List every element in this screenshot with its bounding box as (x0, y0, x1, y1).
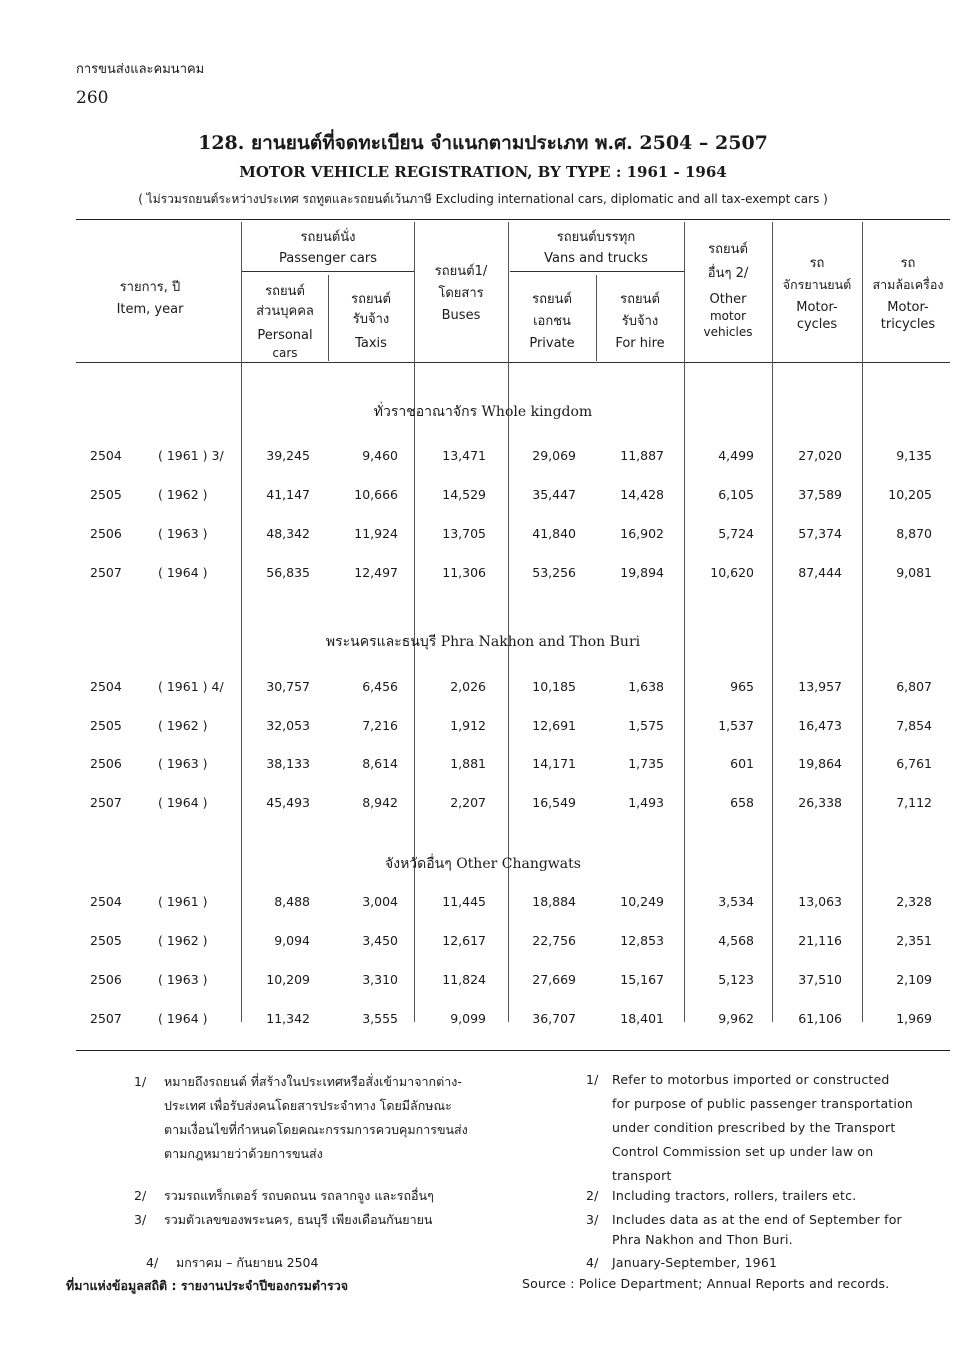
cell-personal: 10,209 (266, 972, 310, 987)
cell-hire: 15,167 (620, 972, 664, 987)
cell-taxis: 7,216 (362, 718, 398, 733)
cell-personal: 56,835 (266, 565, 310, 580)
cell-hire: 18,401 (620, 1011, 664, 1026)
header-personal-thai: ส่วนบุคคล (256, 304, 314, 319)
column-divider (414, 222, 415, 1022)
cell-tricycles: 2,328 (896, 894, 932, 909)
cell-private: 22,756 (532, 933, 576, 948)
header-vans-english: Vans and trucks (544, 251, 648, 266)
cell-private: 36,707 (532, 1011, 576, 1026)
row-year-be: 2504 (90, 448, 122, 463)
row-year-ce: ( 1961 ) 3/ (158, 448, 224, 463)
header-buses-thai: โดยสาร (438, 286, 484, 301)
row-year-be: 2506 (90, 756, 122, 771)
header-other-thai: รถยนต์ (708, 242, 748, 257)
footnote-4-english: January-September, 1961 (612, 1255, 778, 1270)
row-year-ce: ( 1961 ) 4/ (158, 679, 224, 694)
cell-motorcycles: 61,106 (798, 1011, 842, 1026)
cell-private: 35,447 (532, 487, 576, 502)
column-divider (684, 222, 685, 1022)
table-title-english: MOTOR VEHICLE REGISTRATION, BY TYPE : 1961 - 1964 (239, 163, 727, 181)
cell-tricycles: 6,761 (896, 756, 932, 771)
footnote-3-mark: 3/ (134, 1212, 147, 1227)
cell-tricycles: 10,205 (888, 487, 932, 502)
header-hire-thai: รถยนต์ (620, 292, 660, 307)
header-private-english: Private (529, 336, 575, 351)
row-year-ce: ( 1962 ) (158, 933, 208, 948)
header-taxis-thai: รถยนต์ (351, 292, 391, 307)
row-year-be: 2505 (90, 487, 122, 502)
cell-buses: 13,705 (442, 526, 486, 541)
header-personal-thai: รถยนต์ (265, 284, 305, 299)
row-year-be: 2507 (90, 1011, 122, 1026)
cell-other: 658 (730, 795, 754, 810)
header-tricycles-english: tricycles (880, 317, 936, 332)
cell-taxis: 9,460 (362, 448, 398, 463)
cell-taxis: 8,942 (362, 795, 398, 810)
cell-motorcycles: 37,510 (798, 972, 842, 987)
cell-tricycles: 9,135 (896, 448, 932, 463)
footnote-2-thai: รวมรถแทร็กเตอร์ รถบดถนน รถลากจูง และรถอื่นๆ (164, 1188, 434, 1203)
vans-group-rule (510, 271, 684, 272)
cell-other: 6,105 (718, 487, 754, 502)
row-year-ce: ( 1964 ) (158, 1011, 208, 1026)
cell-motorcycles: 27,020 (798, 448, 842, 463)
cell-tricycles: 9,081 (896, 565, 932, 580)
header-tricycles-english: Motor- (887, 300, 929, 315)
cell-hire: 1,735 (628, 756, 664, 771)
header-bottom-rule (76, 362, 950, 363)
cell-personal: 32,053 (266, 718, 310, 733)
header-other-english: Other (709, 292, 747, 307)
row-year-be: 2504 (90, 679, 122, 694)
footnote-4-mark: 4/ (586, 1255, 599, 1270)
header-personal-english: cars (272, 346, 298, 360)
cell-motorcycles: 21,116 (798, 933, 842, 948)
footnote-1-mark: 1/ (586, 1072, 599, 1087)
cell-tricycles: 1,969 (896, 1011, 932, 1026)
cell-taxis: 12,497 (354, 565, 398, 580)
row-year-ce: ( 1963 ) (158, 526, 208, 541)
cell-other: 4,568 (718, 933, 754, 948)
row-year-be: 2505 (90, 718, 122, 733)
cell-buses: 9,099 (450, 1011, 486, 1026)
header-tricycles-thai: รถ (900, 256, 916, 271)
cell-private: 41,840 (532, 526, 576, 541)
footnote-1-english: transport (612, 1168, 672, 1183)
cell-other: 965 (730, 679, 754, 694)
footnote-2-mark: 2/ (134, 1188, 147, 1203)
cell-hire: 1,575 (628, 718, 664, 733)
footnote-1-english: Control Commission set up under law on (612, 1144, 874, 1159)
cell-hire: 10,249 (620, 894, 664, 909)
cell-buses: 13,471 (442, 448, 486, 463)
cell-motorcycles: 16,473 (798, 718, 842, 733)
cell-private: 16,549 (532, 795, 576, 810)
exclusion-note: ( ไม่รวมรถยนต์ระหว่างประเทศ รถทูตและรถยนต์เว้นภาษี Excluding international cars, diplomatic and all tax-exempt cars ) (138, 192, 828, 206)
header-other-thai: อื่นๆ 2/ (707, 266, 749, 281)
header-private-thai: เอกชน (533, 314, 571, 329)
cell-taxis: 8,614 (362, 756, 398, 771)
section-label: การขนส่งและคมนาคม (76, 62, 205, 77)
cell-other: 10,620 (710, 565, 754, 580)
row-year-be: 2506 (90, 972, 122, 987)
cell-buses: 1,881 (450, 756, 486, 771)
cell-taxis: 6,456 (362, 679, 398, 694)
cell-private: 18,884 (532, 894, 576, 909)
header-other-english: motor (709, 309, 746, 323)
cell-personal: 39,245 (266, 448, 310, 463)
source-english: Source : Police Department; Annual Reports and records. (522, 1276, 890, 1291)
footnote-3-thai: รวมตัวเลขของพระนคร, ธนบุรี เพียงเดือนกันยายน (164, 1212, 433, 1227)
header-passenger-english: Passenger cars (279, 251, 377, 266)
cell-personal: 11,342 (266, 1011, 310, 1026)
cell-private: 29,069 (532, 448, 576, 463)
cell-other: 5,123 (718, 972, 754, 987)
header-other-english: vehicles (703, 325, 753, 339)
cell-taxis: 3,004 (362, 894, 398, 909)
footnote-1-english: under condition prescribed by the Transport (612, 1120, 896, 1135)
cell-private: 14,171 (532, 756, 576, 771)
footnote-1-english: for purpose of public passenger transportation (612, 1096, 914, 1111)
cell-taxis: 10,666 (354, 487, 398, 502)
cell-motorcycles: 87,444 (798, 565, 842, 580)
header-item-thai: รายการ, ปี (119, 280, 181, 295)
cell-personal: 30,757 (266, 679, 310, 694)
page-number: 260 (76, 88, 109, 108)
row-year-ce: ( 1961 ) (158, 894, 208, 909)
header-buses-thai: รถยนต์1/ (434, 264, 488, 279)
cell-other: 9,962 (718, 1011, 754, 1026)
header-taxis-thai: รับจ้าง (352, 312, 390, 327)
cell-tricycles: 8,870 (896, 526, 932, 541)
cell-personal: 48,342 (266, 526, 310, 541)
footnote-2-english: Including tractors, rollers, trailers etc. (612, 1188, 857, 1203)
footnote-1-mark: 1/ (134, 1074, 147, 1089)
header-vans-thai: รถยนต์บรรทุก (556, 230, 636, 245)
footnote-3-english: Includes data as at the end of September for (612, 1212, 902, 1227)
cell-buses: 11,306 (442, 565, 486, 580)
cell-private: 53,256 (532, 565, 576, 580)
row-year-ce: ( 1962 ) (158, 487, 208, 502)
cell-motorcycles: 19,864 (798, 756, 842, 771)
source-thai: ที่มาแห่งข้อมูลสถิติ : รายงานประจำปีของกรมตำรวจ (66, 1278, 349, 1293)
cell-tricycles: 7,112 (896, 795, 932, 810)
cell-buses: 11,445 (442, 894, 486, 909)
cell-personal: 41,147 (266, 487, 310, 502)
header-tricycles-thai: สามล้อเครื่อง (872, 277, 944, 292)
header-hire-english: For hire (615, 336, 665, 351)
column-divider (862, 222, 863, 1022)
header-passenger-thai: รถยนต์นั่ง (300, 230, 356, 245)
cell-buses: 2,026 (450, 679, 486, 694)
cell-other: 1,537 (718, 718, 754, 733)
cell-tricycles: 2,351 (896, 933, 932, 948)
footnote-3-mark: 3/ (586, 1212, 599, 1227)
cell-hire: 12,853 (620, 933, 664, 948)
row-year-be: 2507 (90, 795, 122, 810)
footnote-4-mark: 4/ (146, 1255, 159, 1270)
footnote-1-english: Refer to motorbus imported or constructed (612, 1072, 890, 1087)
cell-motorcycles: 57,374 (798, 526, 842, 541)
header-private-thai: รถยนต์ (532, 292, 572, 307)
cell-hire: 19,894 (620, 565, 664, 580)
cell-buses: 11,824 (442, 972, 486, 987)
cell-personal: 8,488 (274, 894, 310, 909)
cell-taxis: 3,555 (362, 1011, 398, 1026)
cell-private: 27,669 (532, 972, 576, 987)
cell-taxis: 11,924 (354, 526, 398, 541)
section-title-phra-nakhon: พระนครและธนบุรี Phra Nakhon and Thon Buri (325, 634, 641, 650)
cell-personal: 38,133 (266, 756, 310, 771)
footnote-1-thai: ตามกฎหมายว่าด้วยการขนส่ง (164, 1146, 323, 1161)
cell-hire: 1,638 (628, 679, 664, 694)
cell-private: 12,691 (532, 718, 576, 733)
row-year-ce: ( 1964 ) (158, 565, 208, 580)
cell-hire: 16,902 (620, 526, 664, 541)
table-bottom-rule (76, 1050, 950, 1051)
footnote-3-english: Phra Nakhon and Thon Buri. (612, 1232, 793, 1247)
row-year-ce: ( 1963 ) (158, 756, 208, 771)
cell-buses: 12,617 (442, 933, 486, 948)
header-motorcycles-english: Motor- (796, 300, 838, 315)
cell-tricycles: 7,854 (896, 718, 932, 733)
cell-taxis: 3,310 (362, 972, 398, 987)
passenger-group-rule (242, 271, 414, 272)
cell-motorcycles: 37,589 (798, 487, 842, 502)
header-item-english: Item, year (116, 302, 184, 317)
table-top-rule (76, 219, 950, 220)
footnote-1-thai: ประเทศ เพื่อรับส่งคนโดยสารประจำทาง โดยมีลักษณะ (164, 1098, 452, 1113)
cell-taxis: 3,450 (362, 933, 398, 948)
cell-private: 10,185 (532, 679, 576, 694)
column-divider (772, 222, 773, 1022)
section-title-other-changwats: จังหวัดอื่นๆ Other Changwats (385, 856, 581, 872)
cell-motorcycles: 13,957 (798, 679, 842, 694)
cell-personal: 9,094 (274, 933, 310, 948)
cell-personal: 45,493 (266, 795, 310, 810)
section-title-whole-kingdom: ทั่วราชอาณาจักร Whole kingdom (373, 404, 593, 420)
cell-other: 5,724 (718, 526, 754, 541)
table-title-thai: 128. ยานยนต์ที่จดทะเบียน จำแนกตามประเภท พ.ศ. 2504 – 2507 (198, 132, 768, 154)
header-motorcycles-english: cycles (796, 317, 838, 332)
cell-other: 4,499 (718, 448, 754, 463)
cell-tricycles: 2,109 (896, 972, 932, 987)
cell-hire: 1,493 (628, 795, 664, 810)
footnote-2-mark: 2/ (586, 1188, 599, 1203)
cell-buses: 2,207 (450, 795, 486, 810)
header-hire-thai: รับจ้าง (621, 314, 659, 329)
row-year-be: 2504 (90, 894, 122, 909)
header-taxis-english: Taxis (355, 336, 387, 351)
cell-other: 601 (730, 756, 754, 771)
footnote-1-thai: หมายถึงรถยนต์ ที่สร้างในประเทศหรือสั่งเข้ามาจากต่าง- (164, 1074, 462, 1089)
row-year-be: 2507 (90, 565, 122, 580)
cell-hire: 11,887 (620, 448, 664, 463)
row-year-be: 2505 (90, 933, 122, 948)
cell-motorcycles: 26,338 (798, 795, 842, 810)
header-motorcycles-thai: จักรยานยนต์ (782, 277, 852, 292)
footnote-1-thai: ตามเงื่อนไขที่กำหนดโดยคณะกรรมการควบคุมการขนส่ง (164, 1122, 468, 1137)
cell-hire: 14,428 (620, 487, 664, 502)
header-personal-english: Personal (257, 328, 313, 343)
row-year-ce: ( 1963 ) (158, 972, 208, 987)
cell-buses: 14,529 (442, 487, 486, 502)
cell-other: 3,534 (718, 894, 754, 909)
cell-tricycles: 6,807 (896, 679, 932, 694)
header-motorcycles-thai: รถ (809, 256, 825, 271)
row-year-be: 2506 (90, 526, 122, 541)
row-year-ce: ( 1962 ) (158, 718, 208, 733)
cell-motorcycles: 13,063 (798, 894, 842, 909)
footnote-4-thai: มกราคม – กันยายน 2504 (176, 1255, 319, 1270)
cell-buses: 1,912 (450, 718, 486, 733)
row-year-ce: ( 1964 ) (158, 795, 208, 810)
header-buses-english: Buses (441, 308, 481, 323)
